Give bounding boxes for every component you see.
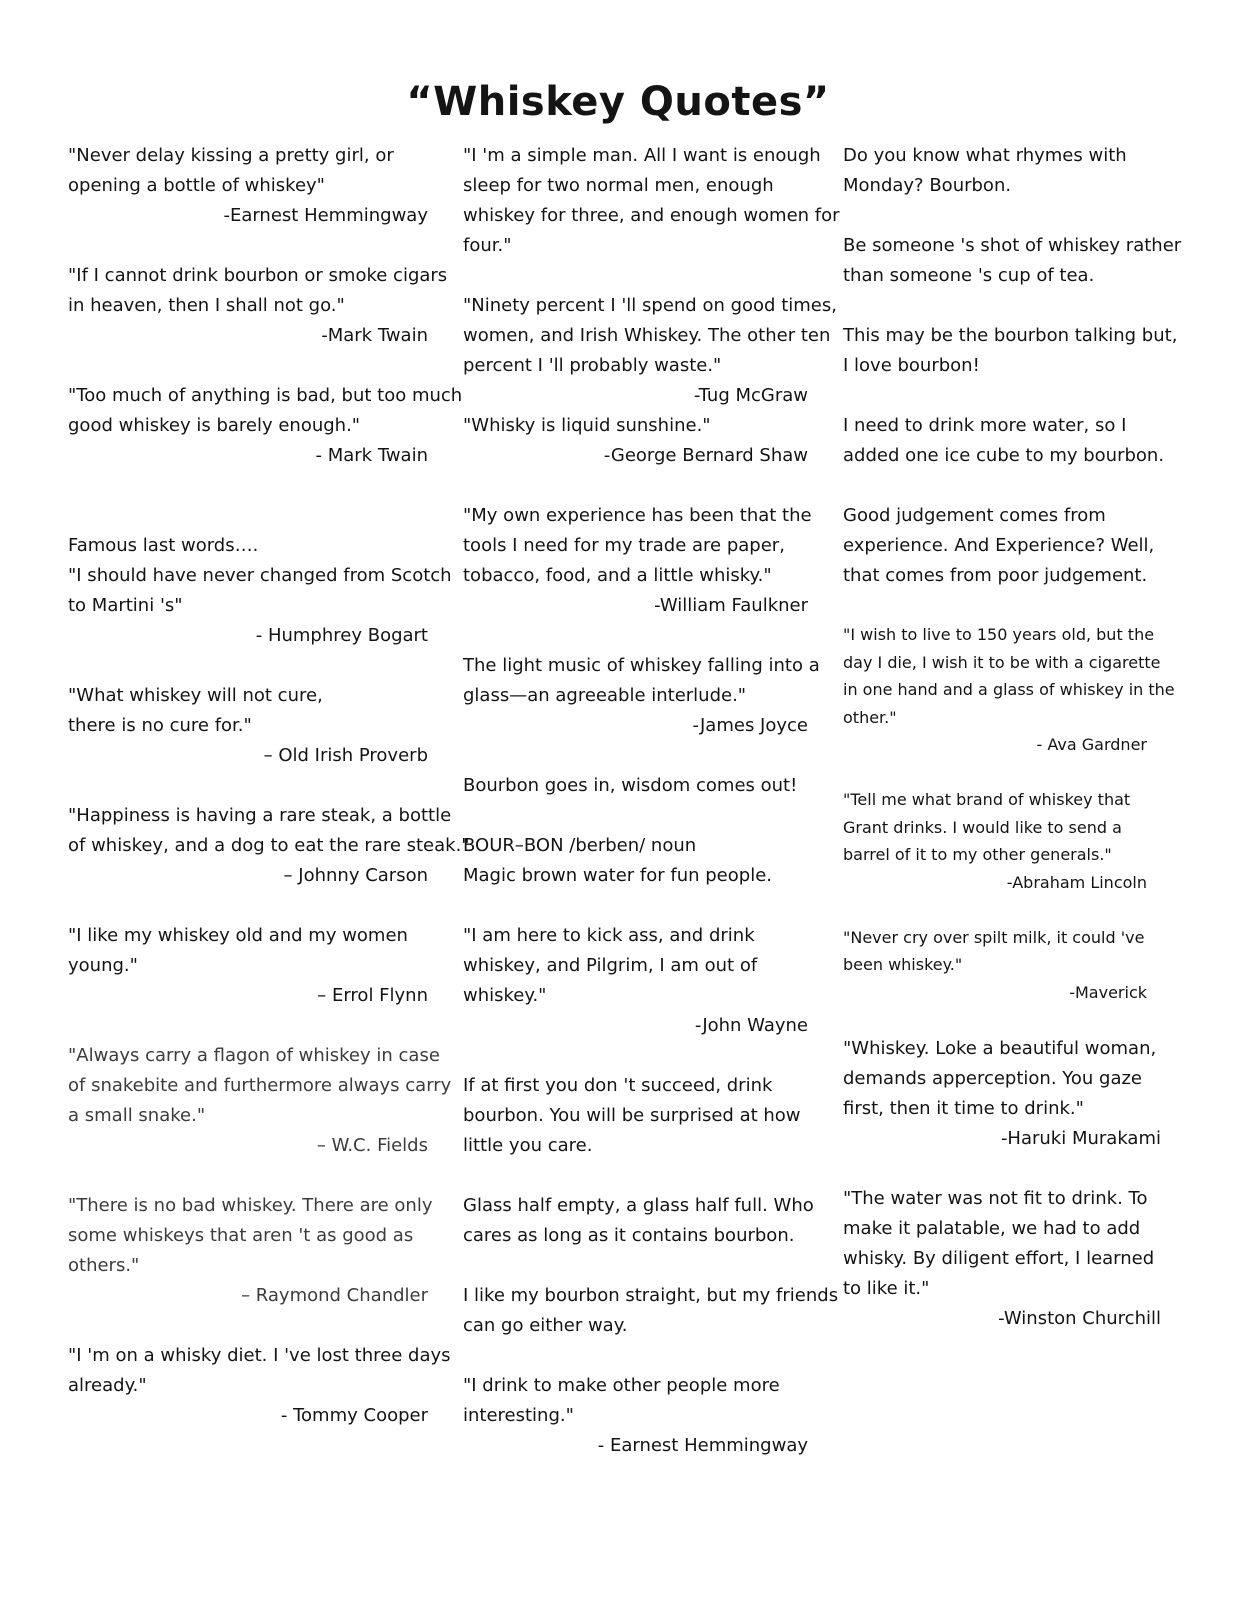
quote-column-middle [463, 141, 840, 1461]
quote-author: – Johnny Carson [283, 865, 428, 886]
quote-block [68, 801, 470, 891]
quote-block [843, 231, 1182, 291]
quote-line: glass—an agreeable interlude." [463, 685, 747, 706]
quote-line: "Whisky is liquid sunshine." [463, 415, 711, 436]
quote-line: day I die, I wish it to be with a cigarette [843, 652, 1161, 672]
quote-block [68, 1041, 452, 1161]
spacer [68, 1161, 428, 1191]
quote-line: Do you know what rhymes with [843, 145, 1127, 166]
quote-line: women, and Irish Whiskey. The other ten [463, 325, 831, 346]
quote-line: cares as long as it contains bourbon. [463, 1225, 795, 1246]
quote-block [68, 141, 428, 231]
quote-line: to like it." [843, 1277, 930, 1299]
spacer [68, 231, 428, 261]
quote-line: whisky. By diligent effort, I learned [843, 1247, 1155, 1269]
quote-line: whiskey, and Pilgrim, I am out of [463, 955, 758, 976]
quote-author: -James Joyce [692, 715, 808, 736]
quote-line: "I wish to live to 150 years old, but the [843, 625, 1155, 644]
quote-line: "Never cry over spilt milk, it could 've [843, 927, 1145, 947]
quote-line: in heaven, then I shall not go." [68, 295, 345, 316]
spacer [843, 1006, 1161, 1034]
spacer [463, 1161, 808, 1191]
quote-line: "Whiskey. Loke a beautiful woman, [843, 1037, 1157, 1059]
quote-line: "What whiskey will not cure, [68, 685, 323, 706]
spacer [463, 621, 808, 651]
quote-line: If at first you don 't succeed, drink [463, 1075, 773, 1096]
spacer [68, 351, 428, 381]
quote-line: "Tell me what brand of whiskey that [843, 790, 1131, 809]
quote-block [68, 381, 463, 471]
quote-line: I love bourbon! [843, 355, 980, 376]
quote-author: -Earnest Hemmingway [223, 205, 428, 226]
quote-line: good whiskey is barely enough." [68, 415, 361, 436]
quote-author: – Old Irish Proverb [263, 745, 428, 766]
quote-line: of snakebite and furthermore always carry [68, 1075, 452, 1096]
quote-block [463, 501, 812, 621]
quote-column-left [68, 141, 470, 1431]
quote-line: tobacco, food, and a little whisky." [463, 565, 772, 586]
quote-line: to Martini 's" [68, 595, 183, 616]
spacer [843, 759, 1161, 787]
spacer [463, 1251, 808, 1281]
quote-author: -Haruki Murakami [1000, 1127, 1161, 1149]
quote-line: "I 'm on a whisky diet. I 've lost three days [68, 1345, 451, 1366]
spacer [463, 891, 808, 921]
quote-line: "Too much of anything is bad, but too much [68, 385, 463, 406]
quote-line: BOUR–BON /berben/ noun [463, 835, 697, 856]
quote-line: in one hand and a glass of whiskey in the [843, 680, 1175, 699]
quote-author: - Humphrey Bogart [255, 625, 428, 646]
quote-author: -Maverick [1069, 982, 1147, 1002]
quote-line: "I drink to make other people more [463, 1375, 780, 1396]
quote-block [843, 786, 1161, 896]
quote-line: "There is no bad whiskey. There are only [68, 1195, 433, 1216]
quote-block [843, 621, 1175, 759]
spacer [68, 771, 428, 801]
quote-author: -William Faulkner [654, 595, 808, 616]
quote-block [843, 411, 1165, 471]
spacer [68, 471, 428, 501]
spacer [843, 896, 1161, 924]
quote-line: a small snake." [68, 1105, 206, 1126]
quote-column-right [843, 141, 1182, 1334]
quote-line: some whiskeys that aren 't as good as [68, 1225, 414, 1246]
quote-author: - Mark Twain [315, 445, 428, 466]
quote-line: percent I 'll probably waste." [463, 355, 722, 376]
quote-author: -George Bernard Shaw [603, 445, 808, 466]
quote-line: I need to drink more water, so I [843, 415, 1127, 436]
spacer [843, 381, 1161, 411]
spacer [463, 741, 808, 771]
spacer [463, 801, 808, 831]
quote-block [843, 924, 1161, 1007]
quote-author: -Abraham Lincoln [1006, 872, 1147, 892]
spacer [843, 201, 1161, 231]
quote-author: -John Wayne [694, 1015, 808, 1036]
quote-author: -Mark Twain [321, 325, 428, 346]
spacer [68, 1011, 428, 1041]
quote-line: "Never delay kissing a pretty girl, or [68, 145, 394, 166]
quote-line: Monday? Bourbon. [843, 175, 1012, 196]
quote-line: first, then it time to drink." [843, 1097, 1084, 1119]
quote-line: This may be the bourbon talking but, [843, 325, 1178, 346]
quote-block [68, 1341, 451, 1431]
spacer [463, 1041, 808, 1071]
quote-block [843, 1184, 1161, 1334]
quote-line: that comes from poor judgement. [843, 565, 1148, 586]
spacer [68, 891, 428, 921]
quote-line: "My own experience has been that the [463, 505, 812, 526]
quote-line: "Ninety percent I 'll spend on good times, [463, 295, 837, 316]
quote-line: "I like my whiskey old and my women [68, 925, 408, 946]
quote-line: Famous last words…. [68, 535, 259, 556]
quote-author: – W.C. Fields [316, 1135, 428, 1156]
quote-block [843, 1034, 1161, 1154]
spacer [843, 591, 1161, 621]
quote-line: make it palatable, we had to add [843, 1217, 1141, 1239]
quote-author: - Ava Gardner [1036, 735, 1147, 754]
quote-author: -Winston Churchill [998, 1307, 1161, 1329]
quote-line: been whiskey." [843, 955, 963, 974]
spacer [68, 501, 428, 531]
quote-block [463, 1281, 839, 1341]
quote-block [843, 141, 1161, 201]
quote-line: Glass half empty, a glass half full. Who [463, 1195, 814, 1216]
quote-line: whiskey for three, and enough women for [463, 205, 840, 226]
quote-block [463, 1071, 808, 1161]
spacer [463, 261, 808, 291]
quote-line: "I am here to kick ass, and drink [463, 925, 755, 946]
quote-block [463, 921, 808, 1041]
spacer [843, 291, 1161, 321]
quote-line: of whiskey, and a dog to eat the rare steak." [68, 835, 470, 856]
quote-line: interesting." [463, 1405, 574, 1426]
quote-line: The light music of whiskey falling into a [463, 655, 820, 676]
quote-line: Be someone 's shot of whiskey rather [843, 235, 1182, 256]
quote-line: bourbon. You will be surprised at how [463, 1105, 801, 1126]
quote-block [463, 771, 808, 801]
quote-line: whiskey." [463, 985, 547, 1006]
quote-block [463, 831, 808, 891]
quote-line: "Always carry a flagon of whiskey in case [68, 1045, 440, 1066]
quote-line: little you care. [463, 1135, 593, 1156]
quote-line: than someone 's cup of tea. [843, 265, 1095, 286]
quote-line: Bourbon goes in, wisdom comes out! [463, 775, 798, 796]
quote-line: there is no cure for." [68, 715, 252, 736]
quote-line: barrel of it to my other generals." [843, 845, 1112, 864]
quote-line: tools I need for my trade are paper, [463, 535, 785, 556]
quote-block [843, 321, 1178, 381]
quote-line: already." [68, 1375, 147, 1396]
spacer [843, 1154, 1161, 1184]
quote-author: - Tommy Cooper [280, 1405, 428, 1426]
quote-block [463, 651, 820, 741]
quote-line: "If I cannot drink bourbon or smoke cigars [68, 265, 448, 286]
quote-block [463, 141, 840, 261]
quote-block [68, 531, 452, 651]
quote-line: others." [68, 1255, 140, 1276]
quote-line: sleep for two normal men, enough [463, 175, 774, 196]
quote-line: added one ice cube to my bourbon. [843, 445, 1165, 466]
quote-block [68, 921, 428, 1011]
quote-block [463, 411, 808, 471]
spacer [843, 471, 1161, 501]
spacer [68, 1311, 428, 1341]
quote-line: "I should have never changed from Scotch [68, 565, 452, 586]
quote-line: young." [68, 955, 138, 976]
quote-block [68, 681, 428, 771]
quote-block [68, 1191, 433, 1311]
page-title: “Whiskey Quotes” [406, 79, 830, 125]
quote-author: - Earnest Hemmingway [597, 1435, 808, 1456]
quote-line: "The water was not fit to drink. To [843, 1187, 1148, 1209]
quote-line: demands apperception. You gaze [843, 1067, 1143, 1089]
quote-line: "I 'm a simple man. All I want is enough [463, 145, 821, 166]
spacer [463, 1341, 808, 1371]
quote-line: opening a bottle of whiskey" [68, 175, 325, 196]
quote-line: four." [463, 235, 512, 256]
quote-line: I like my bourbon straight, but my friends [463, 1285, 839, 1306]
quote-author: – Errol Flynn [317, 985, 428, 1006]
spacer [68, 651, 428, 681]
quote-author: – Raymond Chandler [241, 1285, 428, 1306]
quote-line: Grant drinks. I would like to send a [843, 817, 1122, 837]
quote-line: "Happiness is having a rare steak, a bottle [68, 805, 452, 826]
quote-line: experience. And Experience? Well, [843, 535, 1155, 556]
quote-line: other." [843, 707, 897, 727]
spacer [463, 471, 808, 501]
quote-block [463, 291, 837, 411]
quote-block [843, 501, 1161, 591]
quote-block [463, 1371, 808, 1461]
quote-line: can go either way. [463, 1315, 628, 1336]
quote-line: Good judgement comes from [843, 505, 1106, 526]
quote-block [68, 261, 448, 351]
quote-author: -Tug McGraw [693, 385, 808, 406]
quote-line: Magic brown water for fun people. [463, 865, 772, 886]
quote-block [463, 1191, 814, 1251]
